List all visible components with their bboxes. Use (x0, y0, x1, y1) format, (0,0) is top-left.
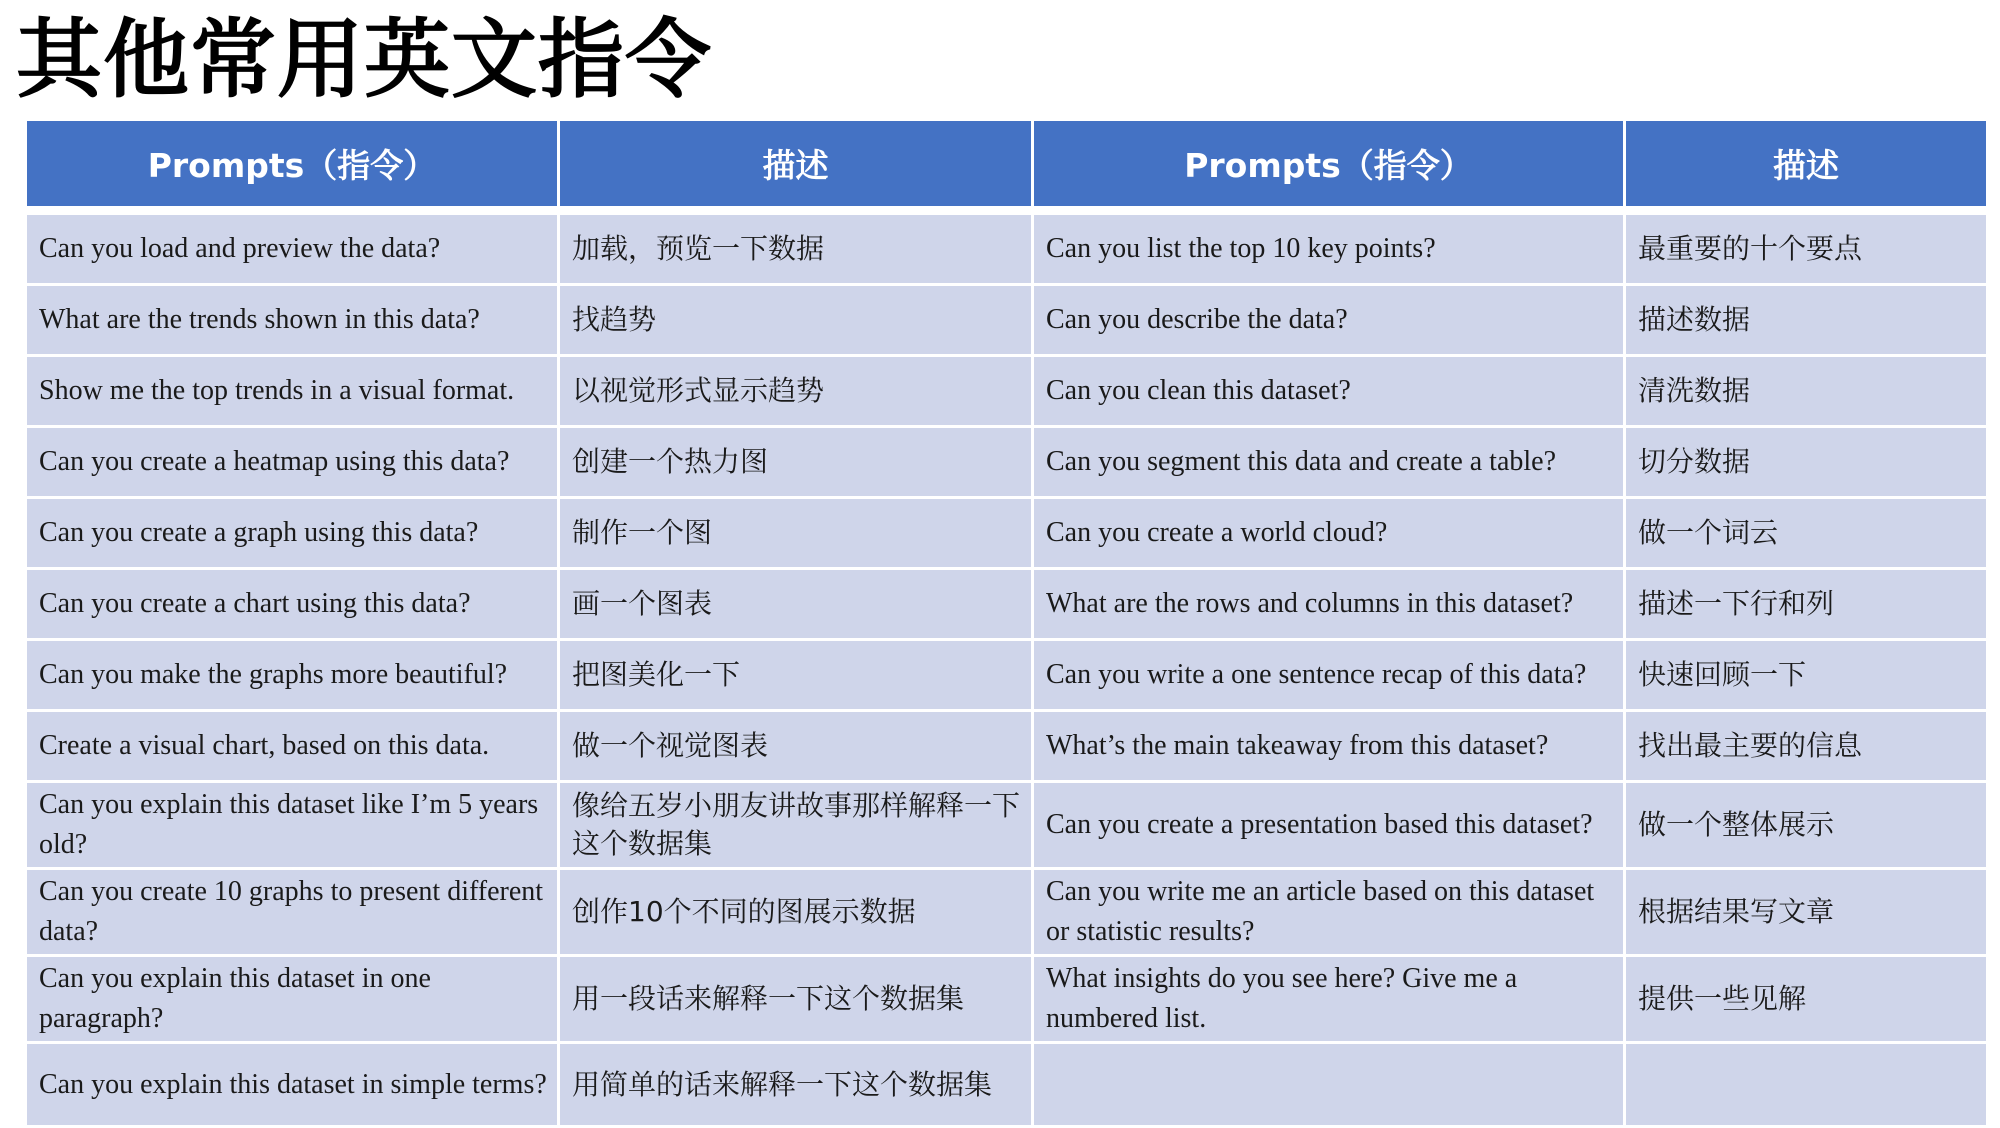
prompt-cell: Can you create a presentation based this dataset? (1033, 782, 1625, 869)
prompt-cell: Can you segment this data and create a table? (1033, 427, 1625, 498)
table-row (26, 1043, 1988, 1127)
description-cell: 根据结果写文章 (1625, 869, 1988, 956)
prompt-cell: Can you load and preview the data? (26, 214, 559, 285)
header-description-right: 描述 (1625, 120, 1988, 208)
description-cell: 用一段话来解释一下这个数据集 (559, 956, 1033, 1043)
description-cell: 最重要的十个要点 (1625, 214, 1988, 285)
description-cell: 清洗数据 (1625, 356, 1988, 427)
prompt-cell: Can you explain this dataset in one paragraph? (26, 956, 559, 1043)
description-cell: 找趋势 (559, 285, 1033, 356)
description-cell: 制作一个图 (559, 498, 1033, 569)
description-cell: 描述数据 (1625, 285, 1988, 356)
prompt-cell: Can you describe the data? (1033, 285, 1625, 356)
description-cell: 找出最主要的信息 (1625, 711, 1988, 782)
prompt-cell (1033, 1043, 1625, 1127)
prompt-cell: Can you create a heatmap using this data? (26, 427, 559, 498)
prompt-cell: Can you clean this dataset? (1033, 356, 1625, 427)
prompt-cell: Create a visual chart, based on this data. (26, 711, 559, 782)
description-cell: 加载，预览一下数据 (559, 214, 1033, 285)
prompt-cell: Can you explain this dataset in simple terms? (26, 1043, 559, 1127)
description-cell: 以视觉形式显示趋势 (559, 356, 1033, 427)
table-row (26, 427, 1988, 498)
description-cell: 画一个图表 (559, 569, 1033, 640)
description-cell: 快速回顾一下 (1625, 640, 1988, 711)
prompt-cell: Can you create a chart using this data? (26, 569, 559, 640)
table-header-row (26, 120, 1988, 208)
table-row (26, 569, 1988, 640)
table-row (26, 498, 1988, 569)
table-row (26, 356, 1988, 427)
description-cell: 把图美化一下 (559, 640, 1033, 711)
prompt-cell: Can you create a graph using this data? (26, 498, 559, 569)
prompt-cell: Show me the top trends in a visual format. (26, 356, 559, 427)
page-title: 其他常用英文指令 (16, 10, 712, 110)
description-cell: 像给五岁小朋友讲故事那样解释一下这个数据集 (559, 782, 1033, 869)
description-cell: 做一个词云 (1625, 498, 1988, 569)
prompt-cell: Can you create 10 graphs to present different data? (26, 869, 559, 956)
table-row (26, 711, 1988, 782)
description-cell: 做一个整体展示 (1625, 782, 1988, 869)
description-cell: 做一个视觉图表 (559, 711, 1033, 782)
description-cell (1625, 1043, 1988, 1127)
prompt-cell: Can you write me an article based on this dataset or statistic results? (1033, 869, 1625, 956)
prompt-cell: What are the rows and columns in this dataset? (1033, 569, 1625, 640)
table-row (26, 782, 1988, 869)
table-row (26, 956, 1988, 1043)
description-cell: 提供一些见解 (1625, 956, 1988, 1043)
prompt-cell: Can you explain this dataset like I’m 5 years old? (26, 782, 559, 869)
prompt-cell: What are the trends shown in this data? (26, 285, 559, 356)
description-cell: 创作10个不同的图展示数据 (559, 869, 1033, 956)
table-row (26, 869, 1988, 956)
description-cell: 创建一个热力图 (559, 427, 1033, 498)
prompt-table (24, 118, 1989, 1128)
prompt-cell: Can you list the top 10 key points? (1033, 214, 1625, 285)
table-row (26, 285, 1988, 356)
header-prompts-right: Prompts（指令） (1033, 120, 1625, 208)
table-row (26, 640, 1988, 711)
prompt-cell: Can you create a world cloud? (1033, 498, 1625, 569)
header-description-left: 描述 (559, 120, 1033, 208)
description-cell: 描述一下行和列 (1625, 569, 1988, 640)
prompt-cell: Can you write a one sentence recap of this data? (1033, 640, 1625, 711)
header-prompts-left: Prompts（指令） (26, 120, 559, 208)
prompt-cell: What insights do you see here? Give me a numbered list. (1033, 956, 1625, 1043)
description-cell: 用简单的话来解释一下这个数据集 (559, 1043, 1033, 1127)
description-cell: 切分数据 (1625, 427, 1988, 498)
prompt-cell: What’s the main takeaway from this dataset? (1033, 711, 1625, 782)
prompt-cell: Can you make the graphs more beautiful? (26, 640, 559, 711)
table-row (26, 214, 1988, 285)
